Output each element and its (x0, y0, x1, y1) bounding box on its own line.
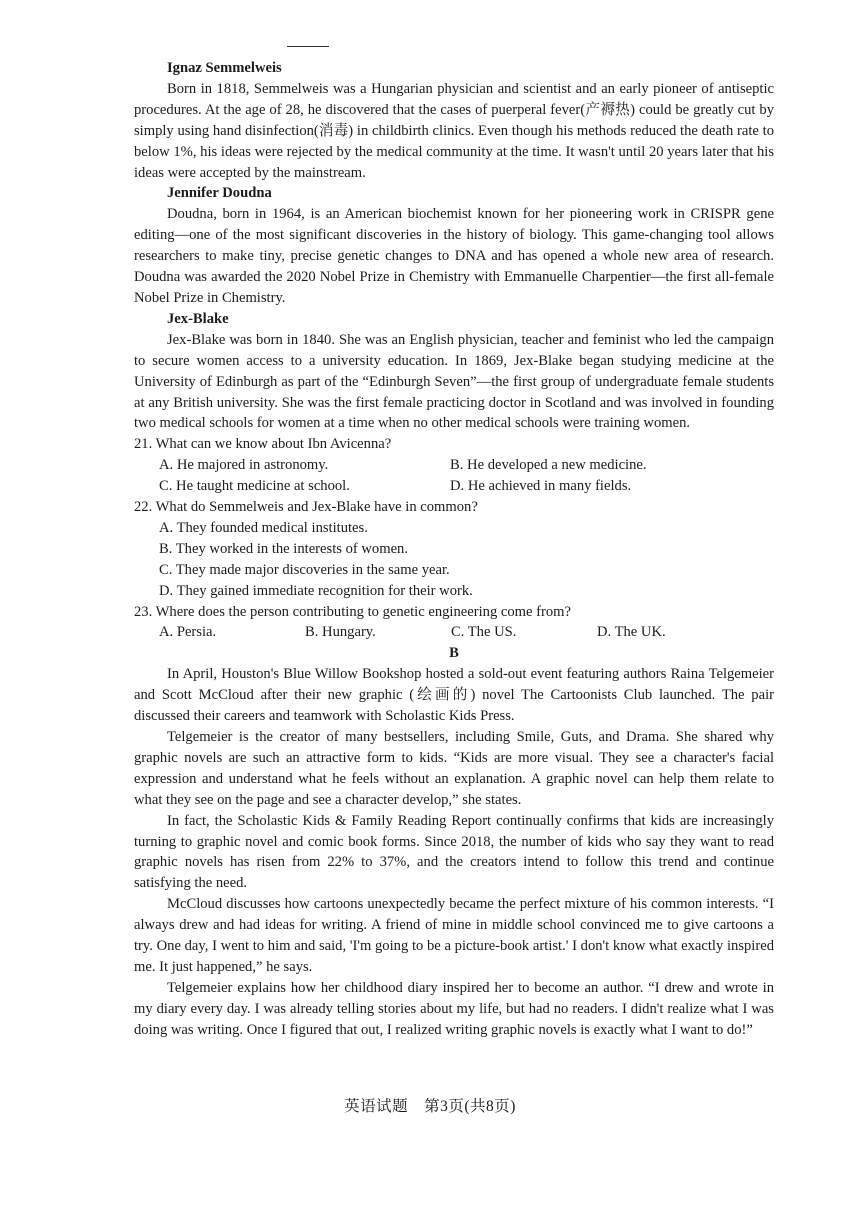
question-21-options-row2 (134, 476, 774, 497)
question-23-option-b: B. Hungary. (305, 624, 376, 641)
question-21-option-a: A. He majored in astronomy. (159, 457, 329, 474)
section-b-label: B (449, 645, 459, 662)
question-22-option-d: D. They gained immediate recognition for their work. (159, 582, 473, 599)
passage-b-paragraph-5: Telgemeier explains how her childhood diary inspired her to become an author. “I drew and wrote in my diary every day. I was already telling stories about my life, but had no readers. I didn't realize what I was doing was writing. Once I figured that out, I realized writing graphic novels is exactly what I want to do!” (134, 979, 774, 1038)
bio-heading-jex-blake: Jex-Blake (167, 310, 229, 327)
question-23-option-a: A. Persia. (159, 624, 217, 641)
question-23-option-c: C. The US. (451, 624, 517, 641)
question-21-option-c: C. He taught medicine at school. (159, 478, 350, 495)
bio-body-semmelweis: Born in 1818, Semmelweis was a Hungarian physician and scientist and an early pioneer of antiseptic procedures. At the age of 28, he discovered that the cases of puerperal fever(产褥热) could be greatly cut by simply using hand disinfection(消毒) in childbirth clinics. Even though his methods reduced the death rate to below 1%, his ideas were rejected by the medical community at the time. It wasn't until 20 years later that his ideas were accepted by the mainstream. (134, 80, 774, 181)
top-rule (287, 46, 329, 47)
passage-b-paragraph-4: McCloud discusses how cartoons unexpectedly became the perfect mixture of his common interests. “I always drew and had ideas for writing. A friend of mine in middle school convinced me to give cartoons a try. One day, I went to him and said, 'I'm going to be a picture-book artist.' I don't know what exactly inspired me. It just happened,” he says. (134, 896, 774, 975)
page-content (134, 58, 774, 1041)
bio-heading-semmelweis: Ignaz Semmelweis (167, 60, 282, 76)
question-22-option-b: B. They worked in the interests of women. (159, 540, 408, 557)
question-22-option-c: C. They made major discoveries in the same year. (159, 561, 450, 578)
question-21-option-b: B. He developed a new medicine. (450, 457, 647, 474)
question-21-options-row1 (134, 455, 774, 476)
bio-body-jex-blake: Jex-Blake was born in 1840. She was an English physician, teacher and feminist who led the campaign to secure women access to a university education. In 1869, Jex-Blake began studying medicine at the University of Edinburgh as part of the “Edinburgh Seven”—the first group of undergraduate female students at any British university. She was the first female practicing doctor in Scotland and was involved in founding two medical schools for women at a time when no other medical schools were training women. (134, 331, 774, 432)
question-21-stem: 21. What can we know about Ibn Avicenna? (134, 436, 392, 453)
question-23-stem: 23. Where does the person contributing to genetic engineering come from? (134, 603, 571, 620)
passage-b-paragraph-2: Telgemeier is the creator of many bestsellers, including Smile, Guts, and Drama. She shared why graphic novels are such an attractive form to kids. “Kids are more visual. They see a character's facial expression and understand what he feels without an explanation. A graphic novel can help them relate to what they see on the page and see a character develop,” she states. (134, 729, 774, 808)
passage-b-paragraph-3: In fact, the Scholastic Kids & Family Reading Report continually confirms that kids are increasingly turning to graphic novel and comic book forms. Since 2018, the number of kids who say they want to read graphic novels has risen from 22% to 37%, and the creators intend to follow this trend and continue satisfying the need. (134, 812, 774, 892)
question-23-option-d: D. The UK. (597, 624, 666, 641)
question-21-option-d: D. He achieved in many fields. (450, 478, 632, 495)
page-footer: 英语试题 第3页(共8页) (344, 1098, 516, 1115)
bio-body-doudna: Doudna, born in 1964, is an American biochemist known for her pioneering work in CRISPR gene editing—one of the most significant discoveries in the history of biology. This game-changing tool allows researchers to make tiny, precise genetic changes to DNA and has opened a whole new area of research. Doudna was awarded the 2020 Nobel Prize in Chemistry with Emmanuelle Charpentier—the first all-female Nobel Prize in Chemistry. (134, 206, 774, 306)
passage-b-paragraph-1: In April, Houston's Blue Willow Bookshop hosted a sold-out event featuring authors Raina Telgemeier and Scott McCloud after their new graphic (绘画的) novel The Cartoonists Club launched. The pair discussed their careers and teamwork with Scholastic Kids Press. (134, 666, 774, 725)
question-22-option-a: A. They founded medical institutes. (159, 519, 368, 536)
question-23-options (134, 622, 774, 643)
bio-heading-doudna: Jennifer Doudna (167, 185, 272, 202)
question-22-stem: 22. What do Semmelweis and Jex-Blake have in common? (134, 499, 478, 516)
